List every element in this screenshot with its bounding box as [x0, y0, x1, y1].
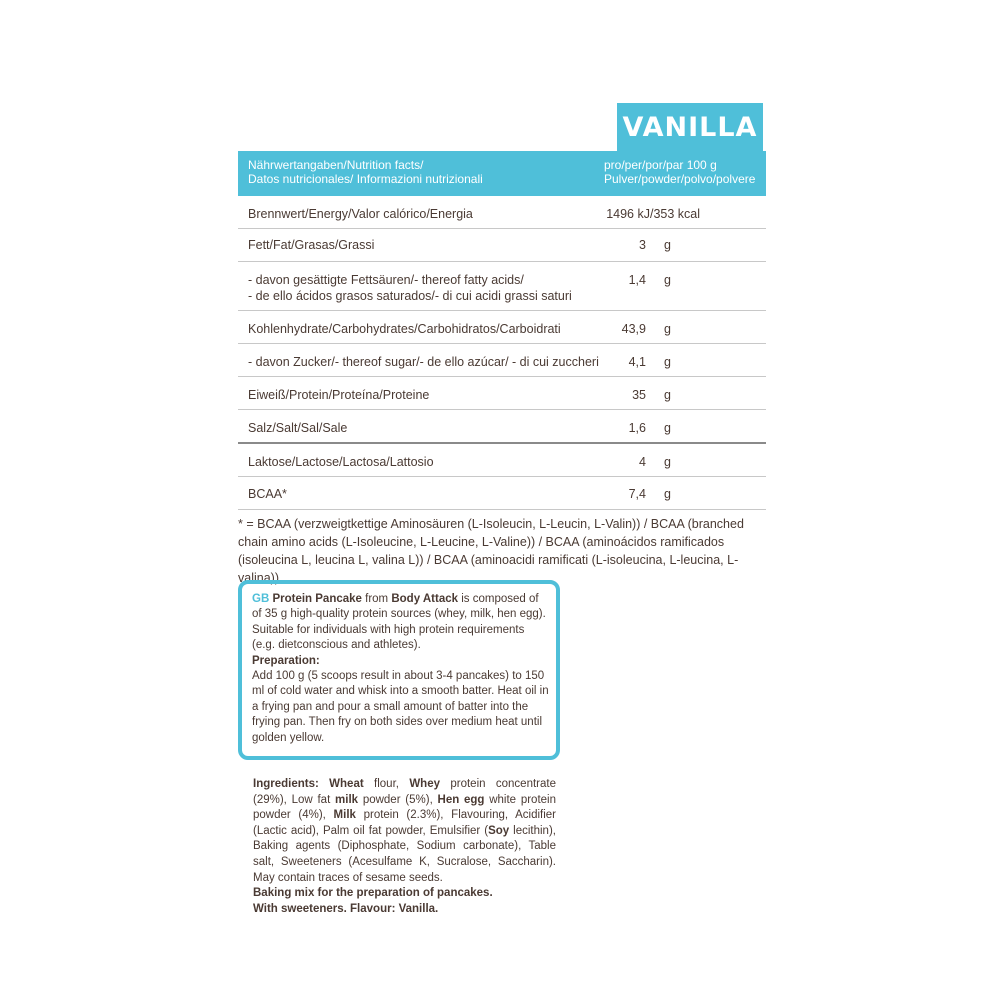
brand-name: Body Attack — [391, 593, 459, 605]
allergen-hen-egg: Hen egg — [437, 793, 485, 806]
table-row — [238, 477, 766, 510]
header-right-line-2: Pulver/powder/polvo/polvere — [604, 172, 756, 186]
row-value: 1496 kJ/353 kcal — [606, 207, 700, 221]
row-value: 4 — [639, 455, 646, 469]
allergen-milk-protein: Milk — [333, 809, 356, 822]
allergen-wheat: Wheat — [329, 778, 364, 790]
row-unit: g — [664, 421, 671, 435]
row-value: 43,9 — [621, 322, 646, 336]
product-type-line: Baking mix for the preparation of pancakes. — [253, 887, 493, 900]
row-value: 7,4 — [628, 487, 646, 501]
row-unit: g — [664, 455, 671, 469]
ingredients-title: Ingredients: — [253, 778, 319, 790]
flavor-label: VANILLA — [617, 103, 763, 151]
row-label: Kohlenhydrate/Carbohydrates/Carbohidratos/Carboidrati — [248, 322, 561, 336]
table-row — [238, 410, 766, 444]
table-row — [238, 262, 766, 311]
header-right-line-1: pro/per/por/par 100 g — [604, 158, 717, 172]
bcaa-footnote: * = BCAA (verzweigtkettige Aminosäuren (L-Isoleucin, L-Leucin, L-Valin)) / BCAA (branched chain amino acids (L-Isoleucine, L-Leucine, L-Valine)) / BCAA (aminoácidos ramificados (isoleucina L, leucina L, valina L)) / BCAA (aminoacidi ramificati (L-isoleucina, L-leucina, L-valina)). — [238, 517, 744, 585]
row-value: 4,1 — [628, 355, 646, 369]
from-text: from — [365, 593, 389, 605]
gb-description-box — [238, 580, 560, 760]
ingredients-text: white protein powder (4%), — [253, 793, 556, 822]
ingredients-text: protein concentrate (29%), Low fat — [253, 778, 556, 806]
table-row — [238, 311, 766, 344]
row-value: 35 — [632, 388, 646, 402]
ingredients-text: flour, — [374, 778, 399, 790]
preparation-text: Add 100 g (5 scoops result in about 3-4 pancakes) to 150 ml of cold water and whisk into a smooth batter. Heat oil in a frying pan and pour a small amount of batter into the frying pan. Then fry on both sides over medium heat until golden yellow. — [252, 670, 549, 744]
ingredients-block — [253, 777, 556, 917]
table-row — [238, 377, 766, 410]
nutrition-table-header — [238, 151, 766, 196]
header-left-line-1: Nährwertangaben/Nutrition facts/ — [248, 158, 424, 172]
ingredients-text: lecithin), Baking agents (Diphosphate, Sodium carbonate), Table salt, Sweeteners (Acesulfame K, Sucralose, Saccharin). May contain traces of sesame seeds. — [253, 824, 556, 884]
row-label: Brennwert/Energy/Valor calórico/Energia — [248, 207, 473, 221]
allergen-whey: Whey — [409, 778, 440, 790]
row-value: 1,4 — [628, 273, 646, 287]
product-description: is composed of of 35 g high-quality protein sources (whey, milk, hen egg). Suitable for individuals with high protein requirements (e.g. dietconscious and athletes). — [252, 593, 546, 652]
ingredients-text: powder (5%), — [362, 793, 433, 806]
flavour-line: With sweeteners. Flavour: Vanilla. — [253, 902, 439, 915]
row-unit: g — [664, 238, 671, 252]
nutrition-table — [238, 151, 766, 510]
row-label: Laktose/Lactose/Lactosa/Lattosio — [248, 455, 434, 469]
row-label-line-1: - davon gesättigte Fettsäuren/- thereof fatty acids/ — [248, 273, 524, 287]
language-code: GB — [252, 593, 270, 605]
header-left-line-2: Datos nutricionales/ Informazioni nutrizionali — [248, 172, 483, 186]
row-label: Salz/Salt/Sal/Sale — [248, 421, 348, 435]
row-label-line-2: - de ello ácidos grasos saturados/- di cui acidi grassi saturi — [248, 289, 572, 303]
row-value: 1,6 — [628, 421, 646, 435]
table-row — [238, 196, 766, 229]
row-unit: g — [664, 273, 671, 287]
allergen-soy: Soy — [488, 824, 510, 837]
row-label: BCAA* — [248, 487, 287, 501]
row-label — [248, 272, 572, 304]
row-unit: g — [664, 322, 671, 336]
row-value: 3 — [639, 238, 646, 252]
table-row — [238, 444, 766, 477]
allergen-milk: milk — [335, 793, 359, 806]
row-unit: g — [664, 388, 671, 402]
row-label: - davon Zucker/- thereof sugar/- de ello azúcar/ - di cui zuccheri — [248, 355, 599, 369]
preparation-title: Preparation: — [252, 654, 320, 667]
row-label: Fett/Fat/Grasas/Grassi — [248, 238, 375, 252]
row-label: Eiweiß/Protein/Proteína/Proteine — [248, 388, 430, 402]
row-unit: g — [664, 355, 671, 369]
table-row — [238, 344, 766, 377]
ingredients-text: protein (2.3%), Flavouring, Acidifier (Lactic acid), Palm oil fat powder, Emulsifier ( — [253, 809, 556, 837]
table-row — [238, 229, 766, 262]
product-name: Protein Pancake — [272, 593, 362, 605]
row-unit: g — [664, 487, 671, 501]
